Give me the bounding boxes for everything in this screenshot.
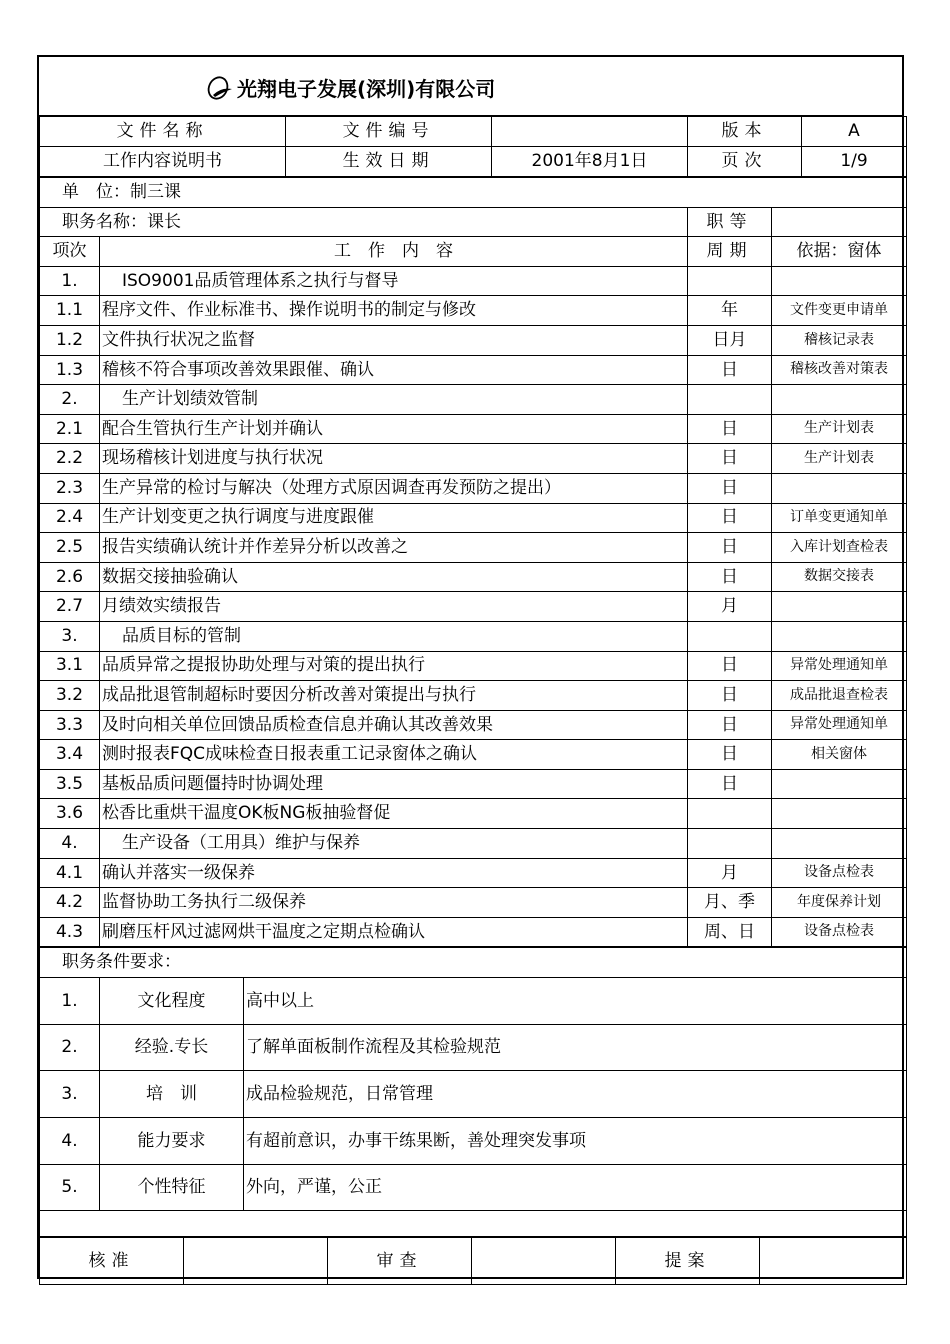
signoff-table (39, 1237, 907, 1285)
approve-signature-box[interactable] (184, 1238, 328, 1285)
row-cycle: 日 (688, 503, 772, 533)
requirement-value: 了解单面板制作流程及其检验规范 (244, 1024, 907, 1071)
propose-signature-box[interactable] (760, 1238, 907, 1285)
row-content: 测时报表FQC成味检查日报表重工记录窗体之确认 (100, 740, 688, 770)
row-basis: 入库计划查检表 (772, 533, 907, 563)
table-row (40, 888, 907, 918)
row-content: 报告实绩确认统计并作差异分析以改善之 (100, 533, 688, 563)
table-row (40, 473, 907, 503)
row-content: 现场稽核计划进度与执行状况 (100, 444, 688, 474)
row-number: 3.1 (40, 651, 100, 681)
row-content: 确认并落实一级保养 (100, 858, 688, 888)
row-cycle: 日 (688, 562, 772, 592)
row-cycle: 年 (688, 296, 772, 326)
row-content: 品质目标的管制 (100, 621, 688, 651)
row-content: 刷磨压杆风过滤网烘干温度之定期点检确认 (100, 917, 688, 947)
row-basis (772, 385, 907, 415)
doc-name-label: 文件名称 (40, 117, 286, 147)
requirement-label: 经验.专长 (100, 1024, 244, 1071)
row-cycle: 日 (688, 710, 772, 740)
row-number: 4. (40, 829, 100, 859)
row-content: 生产设备（工用具）维护与保养 (100, 829, 688, 859)
row-number: 2.7 (40, 592, 100, 622)
row-content: 生产异常的检讨与解决（处理方式原因调查再发预防之提出） (100, 473, 688, 503)
row-number: 1.3 (40, 355, 100, 385)
row-cycle: 日 (688, 355, 772, 385)
approve-label: 核准 (40, 1238, 184, 1285)
row-basis: 稽核记录表 (772, 325, 907, 355)
table-row (40, 740, 907, 770)
row-content: 监督协助工务执行二级保养 (100, 888, 688, 918)
requirement-number: 2. (40, 1024, 100, 1071)
row-number: 3.2 (40, 681, 100, 711)
page-value: 1/9 (802, 147, 907, 177)
table-row (40, 355, 907, 385)
table-row (40, 651, 907, 681)
cycle-header: 周期 (688, 237, 772, 267)
row-number: 2.1 (40, 414, 100, 444)
row-content: 程序文件、作业标准书、操作说明书的制定与修改 (100, 296, 688, 326)
row-content: 配合生管执行生产计划并确认 (100, 414, 688, 444)
row-basis: 年度保养计划 (772, 888, 907, 918)
row-basis (772, 799, 907, 829)
requirement-label: 文化程度 (100, 978, 244, 1025)
row-content: 生产计划绩效管制 (100, 385, 688, 415)
row-basis (772, 769, 907, 799)
row-cycle: 日 (688, 414, 772, 444)
row-number: 2.2 (40, 444, 100, 474)
row-cycle: 日 (688, 740, 772, 770)
row-cycle: 日 (688, 769, 772, 799)
row-basis: 相关窗体 (772, 740, 907, 770)
row-basis: 异常处理通知单 (772, 710, 907, 740)
table-row (40, 710, 907, 740)
requirement-value: 外向，严谨，公正 (244, 1164, 907, 1211)
row-basis (772, 592, 907, 622)
row-content: 文件执行状况之监督 (100, 325, 688, 355)
row-number: 4.1 (40, 858, 100, 888)
row-number: 3. (40, 621, 100, 651)
version-value: A (802, 117, 907, 147)
grade-label: 职等 (688, 207, 772, 237)
table-row (40, 799, 907, 829)
company-header (39, 57, 902, 116)
row-cycle: 日 (688, 444, 772, 474)
row-cycle: 周、日 (688, 917, 772, 947)
requirement-number: 3. (40, 1071, 100, 1118)
table-row (40, 385, 907, 415)
row-number: 1.1 (40, 296, 100, 326)
propose-label: 提案 (616, 1238, 760, 1285)
company-name: 光翔电子发展(深圳)有限公司 (237, 77, 496, 101)
row-number: 2.6 (40, 562, 100, 592)
row-number: 2. (40, 385, 100, 415)
row-basis: 生产计划表 (772, 414, 907, 444)
row-basis: 数据交接表 (772, 562, 907, 592)
table-row (40, 533, 907, 563)
position-title: 职务名称：课长 (40, 207, 688, 237)
row-number: 4.2 (40, 888, 100, 918)
table-row (40, 296, 907, 326)
review-signature-box[interactable] (472, 1238, 616, 1285)
row-content: ISO9001品质管理体系之执行与督导 (100, 266, 688, 296)
page-label: 页次 (688, 147, 802, 177)
row-cycle: 日月 (688, 325, 772, 355)
content-header: 工 作 内 容 (100, 237, 688, 267)
row-number: 3.5 (40, 769, 100, 799)
requirement-number: 1. (40, 978, 100, 1025)
company-logo (205, 73, 495, 102)
row-content: 基板品质问题僵持时协调处理 (100, 769, 688, 799)
table-row (40, 592, 907, 622)
row-basis: 异常处理通知单 (772, 651, 907, 681)
requirement-number: 5. (40, 1164, 100, 1211)
basis-header: 依据：窗体 (772, 237, 907, 267)
row-basis: 成品批退查检表 (772, 681, 907, 711)
row-basis: 订单变更通知单 (772, 503, 907, 533)
doc-number-label: 文件编号 (286, 117, 492, 147)
row-cycle: 月、季 (688, 888, 772, 918)
review-label: 审查 (328, 1238, 472, 1285)
requirement-row (40, 1164, 907, 1211)
unit-row: 单 位：制三课 (40, 178, 907, 208)
swoosh-logo-icon (205, 75, 235, 101)
requirement-value: 高中以上 (244, 978, 907, 1025)
row-basis (772, 473, 907, 503)
row-cycle: 日 (688, 473, 772, 503)
requirement-number: 4. (40, 1118, 100, 1165)
row-basis: 生产计划表 (772, 444, 907, 474)
row-number: 3.6 (40, 799, 100, 829)
table-row (40, 681, 907, 711)
grade-value (772, 207, 907, 237)
row-number: 3.4 (40, 740, 100, 770)
row-basis: 稽核改善对策表 (772, 355, 907, 385)
table-row (40, 858, 907, 888)
row-content: 成品批退管制超标时要因分析改善对策提出与执行 (100, 681, 688, 711)
row-basis: 设备点检表 (772, 858, 907, 888)
requirement-value: 成品检验规范，日常管理 (244, 1071, 907, 1118)
version-label: 版本 (688, 117, 802, 147)
row-cycle: 日 (688, 681, 772, 711)
row-content: 生产计划变更之执行调度与进度跟催 (100, 503, 688, 533)
row-basis: 设备点检表 (772, 917, 907, 947)
row-number: 1. (40, 266, 100, 296)
row-cycle (688, 829, 772, 859)
effective-date-label: 生效日期 (286, 147, 492, 177)
doc-name-value: 工作内容说明书 (40, 147, 286, 177)
requirement-row (40, 1024, 907, 1071)
table-row (40, 769, 907, 799)
row-basis (772, 829, 907, 859)
table-row (40, 562, 907, 592)
table-row (40, 829, 907, 859)
requirements-title: 职务条件要求： (40, 948, 907, 978)
row-cycle: 日 (688, 651, 772, 681)
requirements-table (39, 947, 907, 1237)
row-cycle (688, 266, 772, 296)
requirement-label: 个性特征 (100, 1164, 244, 1211)
row-number: 1.2 (40, 325, 100, 355)
item-header: 项次 (40, 237, 100, 267)
row-cycle (688, 799, 772, 829)
row-content: 松香比重烘干温度OK板NG板抽验督促 (100, 799, 688, 829)
row-basis (772, 621, 907, 651)
row-cycle (688, 621, 772, 651)
table-row (40, 414, 907, 444)
table-row (40, 503, 907, 533)
row-basis: 文件变更申请单 (772, 296, 907, 326)
effective-date-value: 2001年8月1日 (492, 147, 688, 177)
row-content: 月绩效实绩报告 (100, 592, 688, 622)
doc-info-table (39, 116, 907, 177)
row-cycle (688, 385, 772, 415)
row-cycle: 月 (688, 858, 772, 888)
row-number: 2.4 (40, 503, 100, 533)
table-row (40, 621, 907, 651)
requirement-row (40, 1071, 907, 1118)
row-content: 稽核不符合事项改善效果跟催、确认 (100, 355, 688, 385)
row-basis (772, 266, 907, 296)
row-content: 品质异常之提报协助处理与对策的提出执行 (100, 651, 688, 681)
requirement-row (40, 978, 907, 1025)
requirement-value: 有超前意识，办事干练果断，善处理突发事项 (244, 1118, 907, 1165)
row-number: 4.3 (40, 917, 100, 947)
row-cycle: 月 (688, 592, 772, 622)
table-row (40, 917, 907, 947)
row-content: 及时向相关单位回馈品质检查信息并确认其改善效果 (100, 710, 688, 740)
row-number: 3.3 (40, 710, 100, 740)
blank-row (40, 1211, 907, 1237)
requirement-row (40, 1118, 907, 1165)
row-content: 数据交接抽验确认 (100, 562, 688, 592)
requirement-label: 能力要求 (100, 1118, 244, 1165)
doc-number-value (492, 117, 688, 147)
work-content-table (39, 177, 907, 947)
requirement-label: 培 训 (100, 1071, 244, 1118)
document-frame (37, 55, 904, 1279)
table-row (40, 266, 907, 296)
table-row (40, 325, 907, 355)
row-cycle: 日 (688, 533, 772, 563)
row-number: 2.5 (40, 533, 100, 563)
row-number: 2.3 (40, 473, 100, 503)
table-row (40, 444, 907, 474)
